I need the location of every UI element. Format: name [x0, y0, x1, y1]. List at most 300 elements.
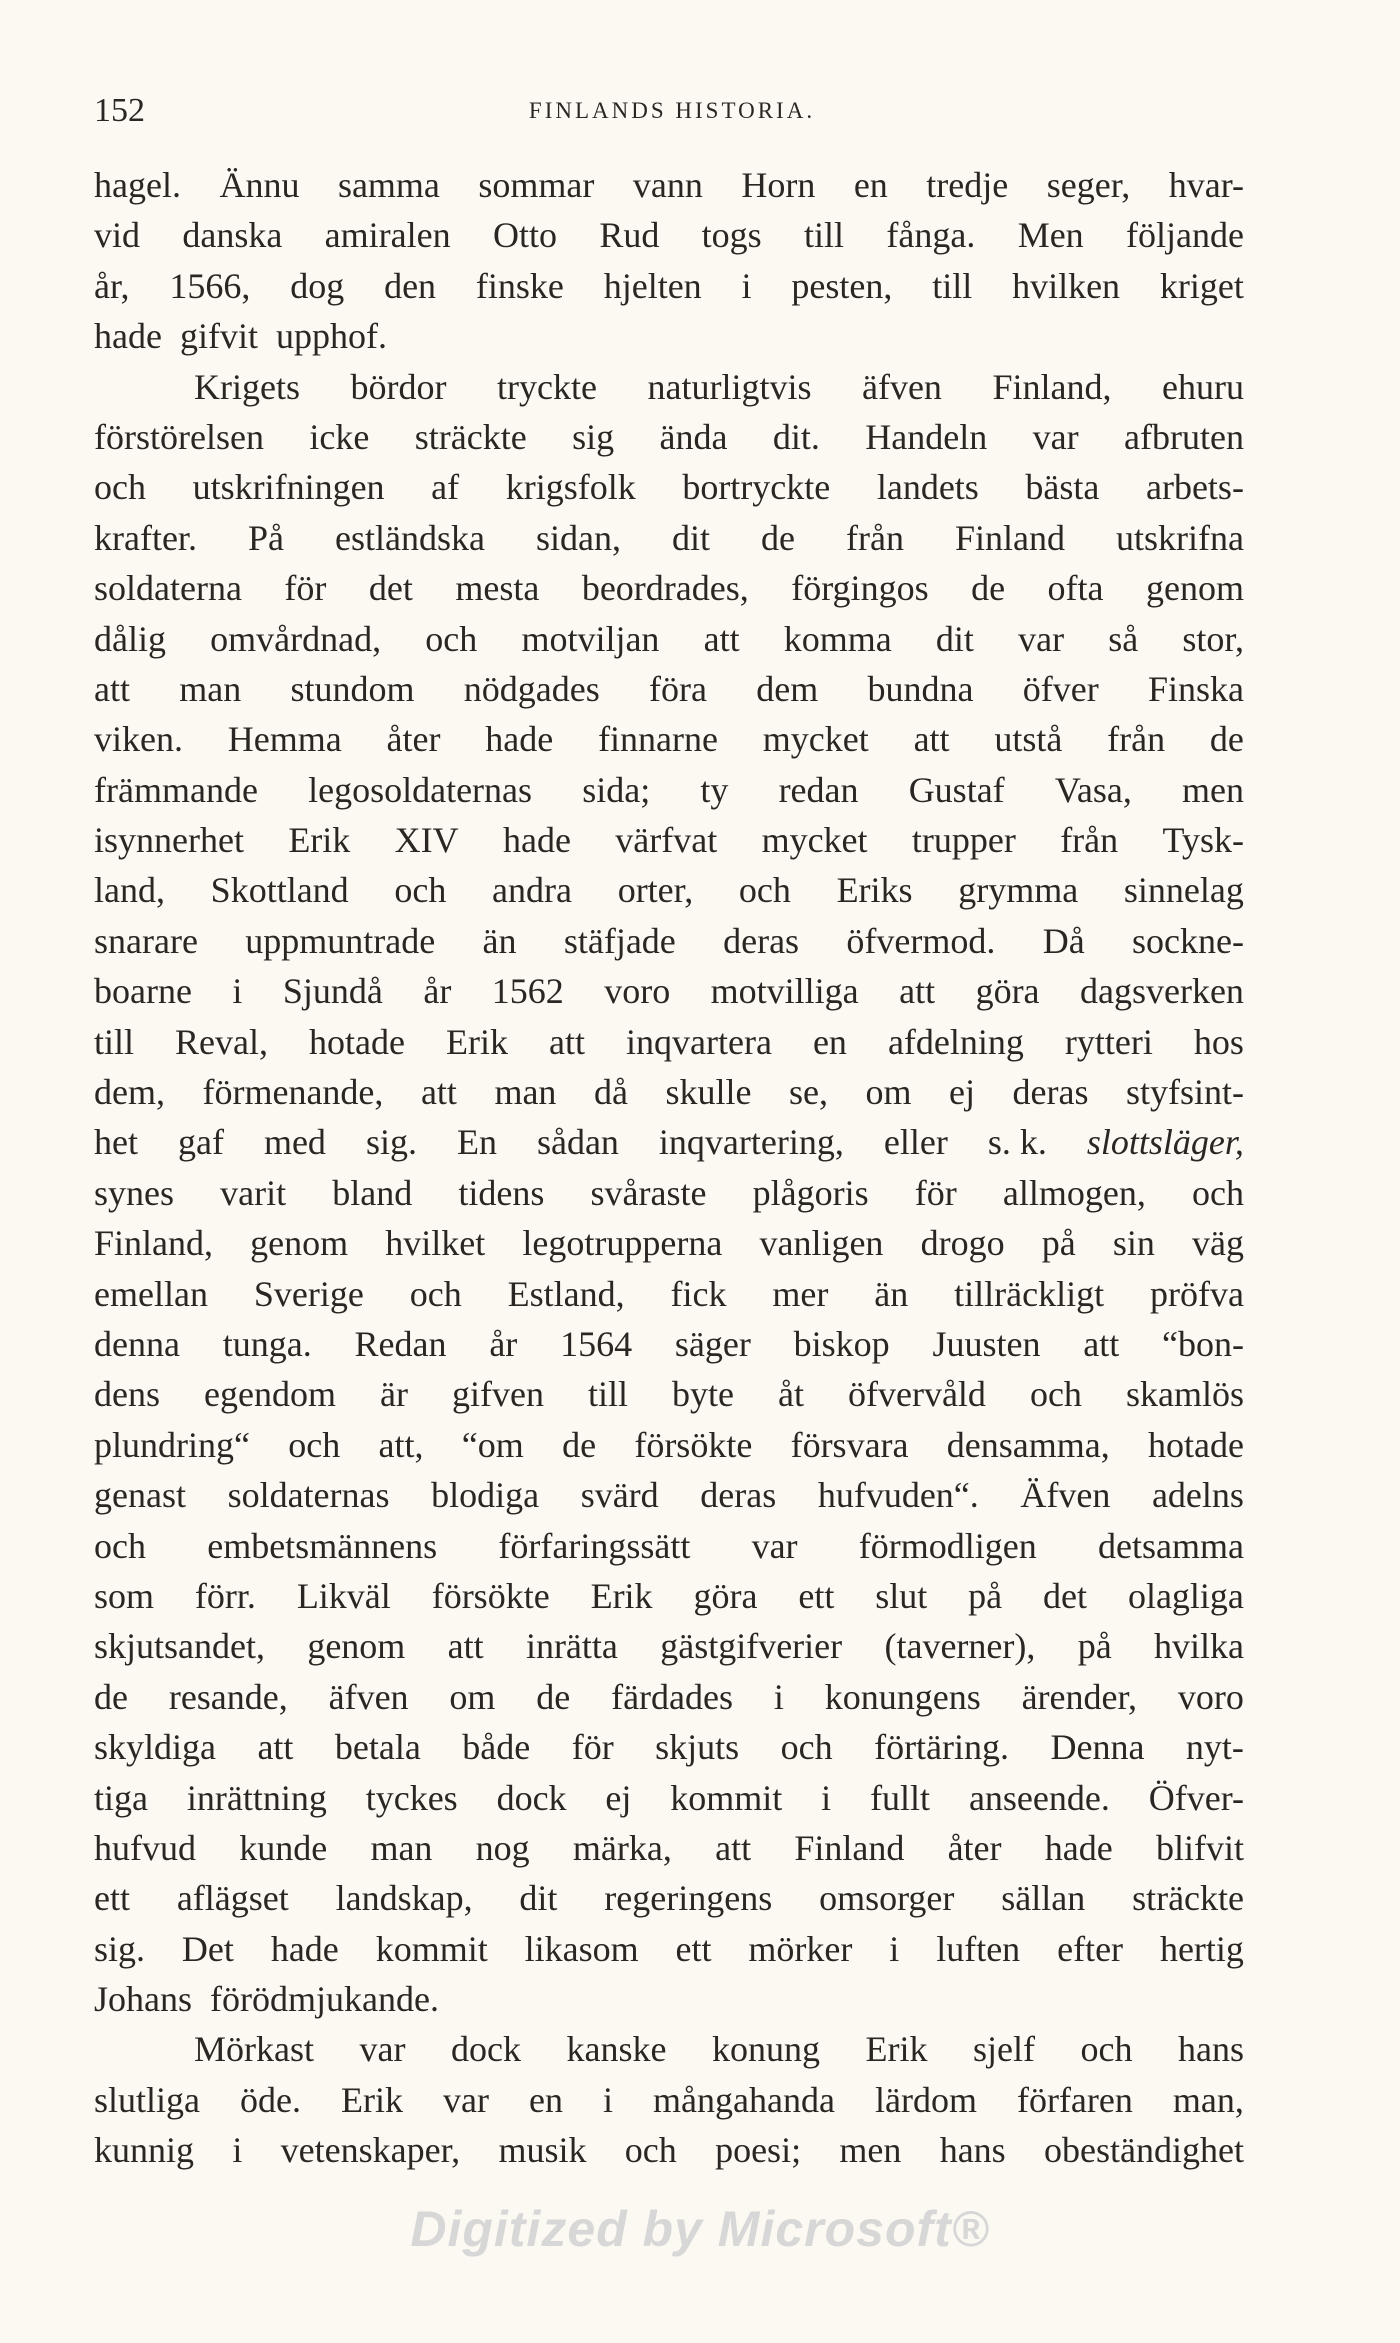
word: nog: [475, 1827, 530, 1868]
text-line: [94, 1470, 1244, 1520]
word: och: [425, 618, 478, 659]
word: svärd: [580, 1475, 659, 1516]
word: man: [179, 668, 242, 709]
word: legosoldaternas: [308, 769, 533, 810]
word: ofta: [1047, 568, 1104, 609]
word: förmenande,: [202, 1072, 384, 1113]
word: Reval,: [175, 1021, 269, 1062]
word: att: [420, 1072, 457, 1113]
word: eller: [883, 1122, 948, 1163]
word: gifven: [451, 1374, 544, 1415]
word: i: [232, 2130, 243, 2171]
word: Redan: [354, 1323, 447, 1364]
word: allmogen,: [1002, 1172, 1146, 1213]
word: väg: [1192, 1223, 1244, 1264]
word: att: [913, 719, 950, 760]
word: konungens: [824, 1676, 981, 1717]
word: och: [288, 1424, 341, 1465]
word: till: [94, 1021, 135, 1062]
word: försökte: [431, 1575, 550, 1616]
word: På: [247, 517, 284, 558]
word: ända: [659, 416, 728, 457]
word: slottsläger,: [1086, 1122, 1244, 1163]
word: se,: [788, 1072, 828, 1113]
word: upphof.: [275, 316, 387, 357]
word: tidens: [458, 1172, 545, 1213]
word: i: [232, 971, 243, 1012]
word: att: [1083, 1323, 1120, 1364]
text-line: [94, 815, 1244, 865]
word: i: [889, 1928, 900, 1969]
text-line: [94, 1571, 1244, 1621]
word: nyt-: [1185, 1727, 1244, 1768]
text-line: [94, 1319, 1244, 1369]
word: dens: [94, 1374, 160, 1415]
word: afdelning: [887, 1021, 1024, 1062]
text-line: [94, 1420, 1244, 1470]
word: göra: [693, 1575, 758, 1616]
page-header: [94, 88, 1250, 134]
word: tiga: [94, 1777, 148, 1818]
word: vid: [94, 215, 141, 256]
word: hvilket: [385, 1223, 486, 1264]
word: sidan,: [535, 517, 621, 558]
word: fånga.: [886, 215, 976, 256]
word: sida;: [582, 769, 651, 810]
word: bortryckte: [682, 467, 831, 508]
word: ej: [605, 1777, 632, 1818]
word: detsamma: [1097, 1525, 1244, 1566]
word: öde.: [240, 2079, 301, 2120]
text-line: [94, 1369, 1244, 1419]
word: göra: [975, 971, 1040, 1012]
word: vanligen: [759, 1223, 884, 1264]
word: inrätta: [525, 1626, 618, 1667]
word: på: [968, 1575, 1003, 1616]
text-line: [94, 1117, 1244, 1167]
word: hjelten: [603, 265, 702, 306]
text-line: [94, 714, 1244, 764]
word: krigsfolk: [505, 467, 636, 508]
text-line: [94, 462, 1244, 512]
word: hertig: [1159, 1928, 1244, 1969]
word: genom: [250, 1223, 349, 1264]
word: öfver: [1022, 668, 1099, 709]
word: genom: [1145, 568, 1244, 609]
word: de: [562, 1424, 597, 1465]
word: stundom: [290, 668, 415, 709]
text-line: [94, 664, 1244, 714]
word: 1562: [491, 971, 564, 1012]
word: från: [846, 517, 904, 558]
word: Juusten: [932, 1323, 1041, 1364]
word: till: [932, 265, 973, 306]
word: och: [1080, 2029, 1133, 2070]
word: försökte: [634, 1424, 753, 1465]
word: till: [804, 215, 845, 256]
word: i: [773, 1676, 784, 1717]
word: sig.: [94, 1928, 146, 1969]
word: viken.: [94, 719, 183, 760]
word: Otto: [492, 215, 557, 256]
word: land,: [94, 870, 165, 911]
word: motviljan: [521, 618, 660, 659]
word: Finland: [954, 517, 1065, 558]
word: åter: [947, 1827, 1002, 1868]
word: tredje: [926, 165, 1009, 205]
word: Eriks: [836, 870, 913, 911]
word: adelns: [1151, 1475, 1244, 1516]
word: och: [738, 870, 791, 911]
word: de: [94, 1676, 128, 1717]
word: sin: [1112, 1223, 1155, 1264]
word: icke: [309, 416, 370, 457]
text-line: [94, 1873, 1244, 1923]
word: krafter.: [94, 517, 197, 558]
word: ärender,: [1021, 1676, 1138, 1717]
word: kommit: [375, 1928, 488, 1969]
word: dit.: [772, 416, 820, 457]
word: emellan: [94, 1273, 208, 1314]
word: Gustaf: [908, 769, 1005, 810]
word: var: [359, 2029, 406, 2070]
word: slutliga: [94, 2079, 200, 2120]
word: man: [494, 1072, 557, 1113]
word: En: [456, 1122, 497, 1163]
text-line: [94, 865, 1244, 915]
word: från: [1060, 820, 1119, 861]
word: Öfver-: [1148, 1777, 1244, 1818]
word: hans: [939, 2130, 1006, 2171]
word: komma: [783, 618, 892, 659]
word: landets: [876, 467, 979, 508]
word: kriget: [1159, 265, 1244, 306]
word: Sverige: [253, 1273, 364, 1314]
word: olagliga: [1127, 1575, 1244, 1616]
word: men: [839, 2130, 902, 2171]
word: föra: [649, 668, 707, 709]
word: fick: [670, 1273, 727, 1314]
word: hos: [1193, 1021, 1244, 1062]
word: plågoris: [752, 1172, 869, 1213]
word: togs: [701, 215, 762, 256]
word: från: [1107, 719, 1166, 760]
word: men: [1182, 769, 1244, 810]
word: trupper: [911, 820, 1016, 861]
word: förfaringssätt: [498, 1525, 691, 1566]
word: till: [587, 1374, 628, 1415]
text-line: [94, 563, 1244, 613]
word: och: [409, 1273, 462, 1314]
word: kommit: [670, 1777, 783, 1818]
word: beordrades,: [581, 568, 749, 609]
word: öfvervåld: [848, 1374, 986, 1415]
word: rytteri: [1064, 1021, 1153, 1062]
word: sällan: [1001, 1878, 1086, 1919]
word: hade: [1044, 1827, 1113, 1868]
word: och: [94, 467, 146, 508]
word: i: [741, 265, 752, 306]
text-line: [94, 1269, 1244, 1319]
word: gästgifverier: [660, 1626, 843, 1667]
word: musik: [498, 2130, 587, 2171]
word: 1564: [560, 1323, 633, 1364]
word: gifvit: [179, 316, 258, 357]
text-line: [94, 1521, 1244, 1571]
word: hotade: [1148, 1424, 1244, 1465]
word: samma: [337, 165, 440, 205]
word: vann: [632, 165, 703, 205]
word: het: [94, 1122, 138, 1163]
word: Erik: [865, 2029, 928, 2070]
word: amiralen: [324, 215, 451, 256]
word: vetenskaper,: [280, 2130, 461, 2171]
word: sjelf: [973, 2029, 1035, 2070]
word: Finland,: [992, 366, 1112, 407]
word: orter,: [617, 870, 694, 911]
word: Hemma: [227, 719, 342, 760]
word: säger: [674, 1323, 751, 1364]
word: fullt: [870, 1777, 931, 1818]
word: åter: [386, 719, 441, 760]
word: man: [370, 1827, 433, 1868]
word: dagsverken: [1079, 971, 1244, 1012]
word: hagel.: [94, 165, 181, 205]
word: då: [593, 1072, 628, 1113]
text-line: [94, 362, 1244, 412]
word: Horn: [741, 165, 816, 205]
text-line: [94, 210, 1244, 260]
watermark: Digitized by Microsoft®: [410, 2201, 990, 2257]
word: för: [914, 1172, 957, 1213]
word: hade: [485, 719, 554, 760]
word: hvilka: [1154, 1626, 1244, 1667]
word: än: [874, 1273, 909, 1314]
word: år,: [94, 265, 130, 306]
word: var: [443, 2079, 489, 2120]
word: voro: [1177, 1676, 1244, 1717]
word: dit: [671, 517, 710, 558]
word: stor,: [1182, 618, 1244, 659]
word: utstå: [994, 719, 1063, 760]
word: Erik: [446, 1021, 508, 1062]
word: en: [529, 2079, 563, 2120]
word: biskop: [793, 1323, 890, 1364]
word: afbruten: [1124, 416, 1244, 457]
word: dem: [756, 668, 819, 709]
word: mycket: [762, 719, 869, 760]
word: anseende.: [968, 1777, 1110, 1818]
page-number: 152: [94, 92, 145, 129]
word: de: [1209, 719, 1244, 760]
word: isynnerhet: [94, 820, 244, 861]
word: deras: [723, 920, 800, 961]
word: Johans: [94, 1979, 192, 2020]
word: de: [761, 517, 795, 558]
word: mörker: [748, 1928, 853, 1969]
text-line: [94, 1672, 1244, 1722]
text-line: [94, 916, 1244, 966]
text-line: [94, 1168, 1244, 1218]
word: Estland,: [507, 1273, 625, 1314]
word: Mörkast: [194, 2029, 314, 2070]
word: på: [1041, 1223, 1076, 1264]
word: kunnig: [94, 2130, 195, 2171]
word: Äfven: [1020, 1475, 1111, 1516]
word: landskap,: [335, 1878, 473, 1919]
word: Finska: [1147, 668, 1244, 709]
word: med: [263, 1122, 326, 1163]
word: XIV: [394, 820, 459, 861]
text-line: [94, 160, 1244, 210]
word: grymma: [958, 870, 1079, 911]
word: både: [462, 1727, 531, 1768]
word: ej: [949, 1072, 975, 1113]
word: åt: [778, 1374, 804, 1415]
word: dock: [451, 2029, 521, 2070]
text-line: [94, 261, 1244, 311]
word: bördor: [350, 366, 447, 407]
word: Krigets: [194, 366, 300, 407]
body-text: [94, 160, 1244, 2176]
word: i: [821, 1777, 832, 1818]
word: Rud: [599, 215, 660, 256]
word: s. k.: [987, 1122, 1047, 1163]
word: omvårdnad,: [210, 618, 382, 659]
word: sockne-: [1132, 920, 1244, 961]
word: och: [394, 870, 447, 911]
word: om: [449, 1676, 496, 1717]
word: Skottland: [210, 870, 349, 911]
word: att: [257, 1727, 294, 1768]
word: man,: [1172, 2079, 1244, 2120]
word: sig: [572, 416, 615, 457]
word: förödmjukande.: [210, 1979, 439, 2020]
word: snarare: [94, 920, 198, 961]
word: kunde: [239, 1827, 328, 1868]
word: “om: [461, 1424, 524, 1465]
running-title: FINLANDS HISTORIA.: [528, 98, 816, 123]
word: Sjundå: [282, 971, 383, 1012]
word: mesta: [455, 568, 540, 609]
word: förstörelsen: [94, 416, 264, 457]
word: äfven: [861, 366, 942, 407]
word: Erik: [590, 1575, 653, 1616]
word: att,: [378, 1424, 424, 1465]
text-line: [94, 1218, 1244, 1268]
word: Det: [181, 1928, 234, 1969]
word: blodiga: [431, 1475, 540, 1516]
text-line: [94, 1823, 1244, 1873]
word: hans: [1178, 2029, 1244, 2070]
word: bland: [332, 1172, 413, 1213]
word: utskrifna: [1116, 517, 1244, 558]
word: att: [899, 971, 936, 1012]
word: skamlös: [1125, 1374, 1244, 1415]
word: luften: [936, 1928, 1021, 1969]
word: (taverner),: [884, 1626, 1036, 1667]
word: öfvermod.: [846, 920, 996, 961]
word: efter: [1057, 1928, 1124, 1969]
word: plundring“: [94, 1424, 250, 1465]
text-line: [94, 412, 1244, 462]
word: och: [1029, 1374, 1082, 1415]
word: likasom: [524, 1928, 639, 1969]
word: svåraste: [590, 1172, 707, 1213]
word: var: [1018, 618, 1065, 659]
word: mer: [772, 1273, 829, 1314]
word: kanske: [566, 2029, 667, 2070]
word: soldaternas: [227, 1475, 390, 1516]
word: Erik: [288, 820, 351, 861]
text-line: [94, 966, 1244, 1016]
word: för: [571, 1727, 614, 1768]
word: obeständighet: [1044, 2130, 1244, 2171]
word: Handeln: [865, 416, 988, 457]
word: dock: [496, 1777, 567, 1818]
word: varit: [220, 1172, 287, 1213]
word: “bon-: [1162, 1323, 1244, 1364]
word: motvilliga: [710, 971, 859, 1012]
text-line: [94, 2024, 1244, 2074]
word: denna: [94, 1323, 180, 1364]
word: för: [284, 568, 327, 609]
word: inqvartera: [626, 1021, 772, 1062]
word: om: [865, 1072, 912, 1113]
word: slut: [875, 1575, 928, 1616]
word: Finland,: [94, 1223, 214, 1264]
word: 1566,: [169, 265, 251, 306]
word: nödgades: [463, 668, 600, 709]
text-line: [94, 311, 1244, 361]
word: tyckes: [365, 1777, 458, 1818]
word: bästa: [1025, 467, 1100, 508]
word: var: [1032, 416, 1079, 457]
word: sträckte: [1132, 1878, 1244, 1919]
word: år: [489, 1323, 518, 1364]
word: en: [853, 165, 888, 205]
word: och: [624, 2130, 677, 2171]
word: gaf: [177, 1122, 224, 1163]
text-line: [94, 1924, 1244, 1974]
word: som: [94, 1575, 155, 1616]
word: Men: [1017, 215, 1084, 256]
word: förr.: [194, 1575, 256, 1616]
word: att: [703, 618, 740, 659]
word: Tysk-: [1162, 820, 1244, 861]
word: blifvit: [1155, 1827, 1244, 1868]
word: pröfva: [1150, 1273, 1244, 1314]
word: ehuru: [1161, 366, 1244, 407]
word: naturligtvis: [647, 366, 812, 407]
word: tunga.: [222, 1323, 312, 1364]
word: Denna: [1050, 1727, 1145, 1768]
word: mångahanda: [653, 2079, 835, 2120]
word: redan: [778, 769, 859, 810]
word: seger,: [1046, 165, 1131, 205]
word: finske: [475, 265, 564, 306]
word: af: [431, 467, 460, 508]
word: i: [603, 2079, 614, 2120]
word: byte: [672, 1374, 734, 1415]
word: hade: [502, 820, 571, 861]
text-line: [94, 1067, 1244, 1117]
word: dålig: [94, 618, 166, 659]
word: resande,: [168, 1676, 288, 1717]
word: skjuts: [655, 1727, 740, 1768]
word: hade: [270, 1928, 339, 1969]
word: och: [780, 1727, 833, 1768]
